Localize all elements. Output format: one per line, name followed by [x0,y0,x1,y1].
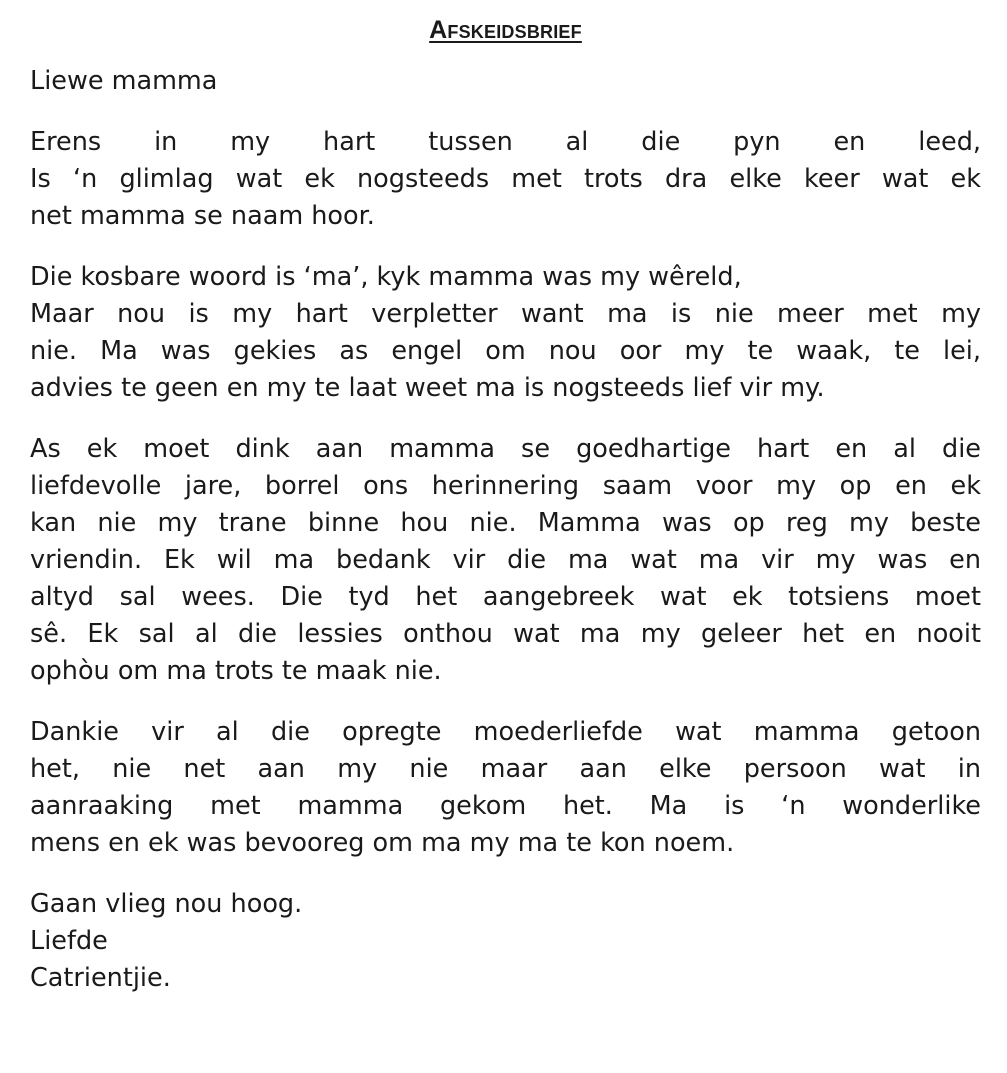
paragraph-line: Erens in my hart tussen al die pyn en leed, [30,127,981,157]
document-title: Afskeidsbrief [429,16,582,44]
paragraph-3 [30,431,981,690]
paragraph-line: ophòu om ma trots te maak nie. [30,656,442,686]
paragraph-line: nie. Ma was gekies as engel om nou oor my te waak, te lei, [30,336,981,366]
paragraph-line: liefdevolle jare, borrel ons herinnering saam voor my op en ek [30,471,981,501]
paragraph-2 [30,259,981,407]
paragraph-1 [30,124,981,235]
paragraph-line: advies te geen en my te laat weet ma is nogsteeds lief vir my. [30,373,825,403]
paragraph-line: Dankie vir al die opregte moederliefde wat mamma getoon [30,717,981,747]
paragraph-line: kan nie my trane binne hou nie. Mamma was op reg my beste [30,508,981,538]
signature-name: Catrientjie. [30,963,171,993]
paragraph-line: sê. Ek sal al die lessies onthou wat ma my geleer het en nooit [30,619,981,649]
paragraph-line: net mamma se naam hoor. [30,201,375,231]
paragraph-line: As ek moet dink aan mamma se goedhartige hart en al die [30,434,981,464]
paragraph-line: altyd sal wees. Die tyd het aangebreek wat ek totsiens moet [30,582,981,612]
paragraph-line: mens en ek was bevooreg om ma my ma te kon noem. [30,828,735,858]
closing-line: Liefde [30,926,108,956]
paragraph-line: vriendin. Ek wil ma bedank vir die ma wat ma vir my was en [30,545,981,575]
closing-line: Gaan vlieg nou hoog. [30,889,303,919]
paragraph-line: Die kosbare woord is ‘ma’, kyk mamma was my wêreld, [30,262,742,292]
salutation: Liewe mamma [30,66,218,96]
paragraph-line: Maar nou is my hart verpletter want ma is nie meer met my [30,299,981,329]
paragraph-line: aanraaking met mamma gekom het. Ma is ‘n wonderlike [30,791,981,821]
paragraph-4 [30,714,981,862]
paragraph-line: Is ‘n glimlag wat ek nogsteeds met trots dra elke keer wat ek [30,164,981,194]
paragraph-line: het, nie net aan my nie maar aan elke persoon wat in [30,754,981,784]
closing-block [30,886,981,997]
